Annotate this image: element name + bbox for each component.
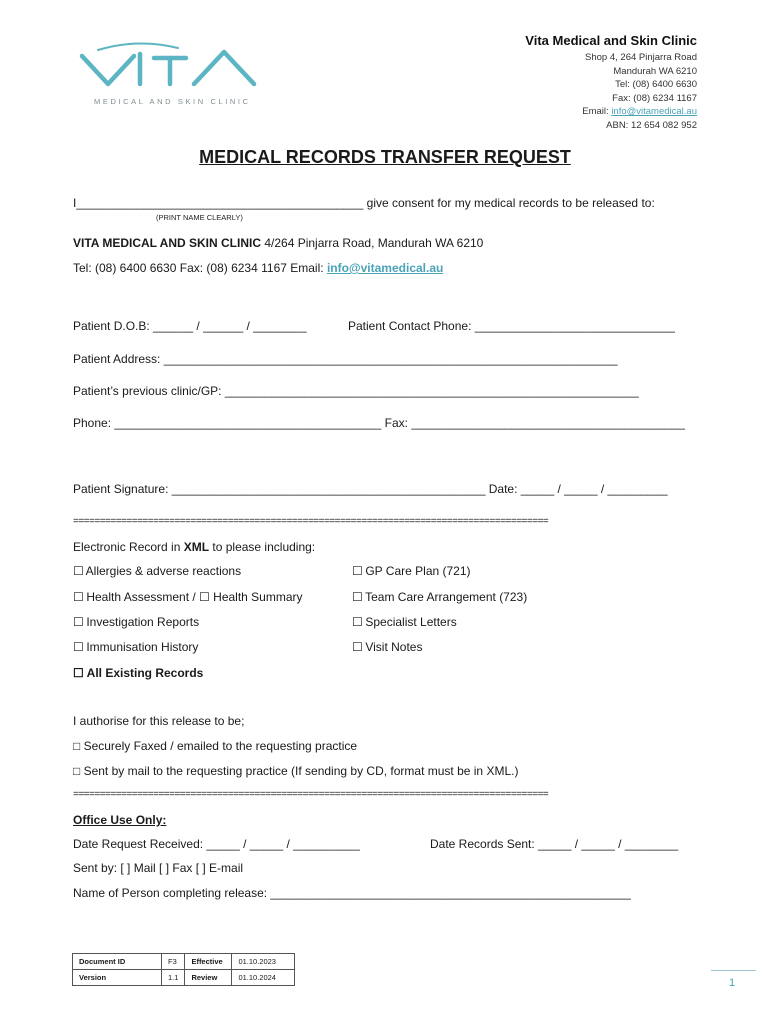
consent-line[interactable]: I___________________________________________ give consent for my medical records to be released to: — [73, 196, 655, 210]
electronic-record-intro — [73, 540, 315, 554]
checkbox-visit-notes[interactable] — [352, 640, 422, 654]
checkbox-immunisation-history[interactable] — [73, 640, 198, 654]
checkbox-specialist-letters[interactable] — [352, 615, 457, 629]
intro-xml: XML — [183, 540, 210, 554]
checkbox-icon: ☐ — [73, 615, 84, 629]
form-title: MEDICAL RECORDS TRANSFER REQUEST — [199, 147, 571, 167]
document-control-table — [72, 953, 295, 986]
separator-1: ========================================================================================= — [73, 516, 549, 527]
checkbox-label: GP Care Plan (721) — [365, 564, 471, 578]
checkbox-label: Allergies & adverse reactions — [85, 564, 242, 578]
checkbox-label: Visit Notes — [365, 640, 423, 654]
date-request-received-field[interactable]: Date Request Received: _____ / _____ / __________ — [73, 837, 360, 851]
email-label: Email: — [582, 106, 612, 117]
intro-post: to please including: — [209, 540, 316, 554]
phone-fax-field[interactable]: Phone: ________________________________________ Fax: _________________________________________ — [73, 416, 685, 430]
patient-contact-phone-field[interactable]: Patient Contact Phone: ______________________________ — [348, 319, 675, 333]
checkbox-icon: ☐ — [352, 640, 363, 654]
logo-subtitle: MEDICAL AND SKIN CLINIC — [94, 97, 251, 106]
checkbox-all-records[interactable]: ☐ All Existing Records — [73, 666, 204, 680]
checkbox-label: Specialist Letters — [365, 615, 457, 629]
clinic-contact-block — [525, 32, 697, 132]
office-use-heading: Office Use Only: — [73, 813, 167, 827]
release-to-clinic — [73, 236, 483, 250]
table-cell: F3 — [162, 954, 185, 970]
checkbox-gp-care-plan[interactable] — [352, 564, 471, 578]
table-cell: 01.10.2023 — [232, 954, 295, 970]
date-records-sent-field[interactable]: Date Records Sent: _____ / _____ / ________ — [430, 837, 679, 851]
sent-by-field[interactable]: Sent by: [ ] Mail [ ] Fax [ ] E-mail — [73, 861, 244, 875]
print-name-hint: (PRINT NAME CLEARLY) — [156, 213, 243, 222]
vita-logo — [78, 38, 278, 94]
table-row — [73, 970, 295, 986]
clinic-email-line — [525, 105, 697, 119]
checkbox-icon: ☐ — [352, 564, 363, 578]
table-cell: Review — [185, 970, 232, 986]
checkbox-investigation-reports[interactable] — [73, 615, 199, 629]
option-faxed-emailed[interactable]: □ Securely Faxed / emailed to the requesting practice — [73, 739, 358, 753]
clinic-fax: Fax: (08) 6234 1167 — [612, 92, 697, 104]
table-cell: 01.10.2024 — [232, 970, 295, 986]
release-clinic-name: VITA MEDICAL AND SKIN CLINIC — [73, 236, 261, 250]
patient-address-field[interactable]: Patient Address: ____________________________________________________________________ — [73, 352, 618, 366]
patient-dob-field[interactable]: Patient D.O.B: ______ / ______ / ________ — [73, 319, 307, 333]
checkbox-icon: ☐ — [352, 590, 363, 604]
page-number: 1 — [729, 977, 736, 989]
checkbox-icon: ☐ — [73, 640, 84, 654]
person-completing-field[interactable]: Name of Person completing release: ______________________________________________________ — [73, 886, 631, 900]
release-clinic-contact — [73, 261, 443, 275]
checkbox-label: Health Assessment / ☐ Health Summary — [86, 590, 303, 604]
checkbox-label: Immunisation History — [86, 640, 199, 654]
checkbox-team-care[interactable] — [352, 590, 527, 604]
clinic-name: Vita Medical and Skin Clinic — [525, 33, 697, 48]
checkbox-health-assessment[interactable] — [73, 590, 303, 604]
separator-2: ========================================================================================= — [73, 789, 549, 800]
checkbox-icon: ☐ — [73, 564, 84, 578]
release-email-link[interactable]: info@vitamedical.au — [326, 261, 444, 275]
table-cell: Version — [73, 970, 162, 986]
checkbox-label: Team Care Arrangement (723) — [365, 590, 528, 604]
address-line-1: Shop 4, 264 Pinjarra Road — [585, 52, 697, 63]
intro-pre: Electronic Record in — [73, 540, 184, 554]
release-clinic-address: 4/264 Pinjarra Road, Mandurah WA 6210 — [261, 236, 484, 250]
checkbox-icon: ☐ — [73, 590, 84, 604]
clinic-abn: ABN: 12 654 082 952 — [606, 119, 697, 131]
option-sent-by-mail[interactable]: □ Sent by mail to the requesting practice (If sending by CD, format must be in XML.) — [73, 764, 519, 778]
checkbox-allergies[interactable] — [73, 564, 241, 578]
previous-gp-field[interactable]: Patient’s previous clinic/GP: ______________________________________________________________ — [73, 384, 639, 398]
table-row — [73, 954, 295, 970]
release-contact-text: Tel: (08) 6400 6630 Fax: (08) 6234 1167 Email: — [73, 261, 327, 275]
clinic-email-link[interactable]: info@vitamedical.au — [611, 106, 697, 117]
table-cell: 1.1 — [162, 970, 185, 986]
table-cell: Document ID — [73, 954, 162, 970]
checkbox-icon: ☐ — [352, 615, 363, 629]
authorise-intro: I authorise for this release to be; — [73, 714, 245, 728]
checkbox-label: Investigation Reports — [86, 615, 200, 629]
table-cell: Effective — [185, 954, 232, 970]
clinic-tel: Tel: (08) 6400 6630 — [615, 79, 697, 90]
address-line-2: Mandurah WA 6210 — [613, 65, 697, 77]
page-number-rule — [711, 970, 756, 971]
patient-signature-field[interactable]: Patient Signature: _______________________________________________ Date: _____ / _____ / _________ — [73, 482, 668, 496]
